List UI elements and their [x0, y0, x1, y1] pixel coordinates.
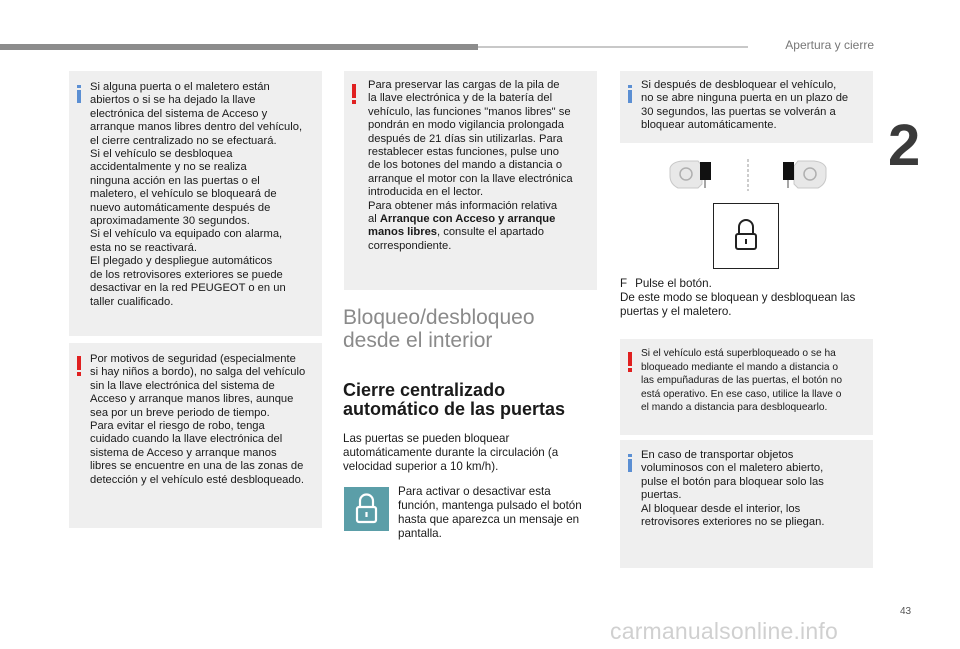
- warning-text: Por motivos de seguridad (especialmente si hay niños a bordo), no salga del vehículo sin la llave electrónica del sistema de Acceso y arranque manos libres, aunque sea por un breve periodo de tiempo. Para evitar el riesgo de robo, tenga cuidado cuando la llave electrónica del sistema de Acceso y arranque manos libres se encuentre en una de las zonas de detección y el vehículo esté desbloqueado.: [90, 353, 306, 486]
- info-icon: [628, 85, 632, 103]
- warning-box-battery: [344, 71, 597, 290]
- info-text: Si alguna puerta o el maletero están abiertos o si se ha dejado la llave electrónica del sistema de Acceso y arranque manos libres dentro del vehículo, el cierre centralizado no se efectuará. Si el vehículo se desbloquea accidentalmente y no se realiza ninguna acción en las puertas o el maletero, el vehículo se bloqueará de nuevo automáticamente después de aproximadamente 30 segundos. Si el vehículo va equipado con alarma, esta no se reactivará. El plegado y despliegue automáticos de los retrovisores exteriores se puede desactivar en la red PEUGEOT o en un taller cualificado.: [90, 81, 303, 308]
- subsection-title: Cierre centralizado automático de las puertas: [343, 380, 566, 419]
- header-rule-dark: [0, 44, 478, 50]
- bullet-marker: F: [620, 277, 628, 290]
- bold-reference: manos libres: [368, 226, 438, 239]
- info-box-relock-30s: [620, 71, 873, 143]
- bold-reference: Arranque con Acceso y arranque: [379, 213, 556, 226]
- header-rule-light: [478, 46, 748, 48]
- lock-button-diagram: [713, 203, 779, 269]
- warning-icon: [352, 84, 356, 104]
- warning-box-children: [69, 343, 322, 528]
- central-lock-button[interactable]: [344, 487, 389, 531]
- info-box-auto-relock: [69, 71, 322, 336]
- page-number: 43: [900, 606, 912, 617]
- info-text: Si después de desbloquear el vehículo, no se abre ninguna puerta en un plazo de 30 segundos, las puertas se volverán a bloquear automáticamente.: [641, 79, 849, 132]
- watermark: carmanualsonline.info: [610, 618, 838, 644]
- hands-free-zone-illustration: [668, 158, 828, 192]
- warning-icon: [628, 352, 632, 372]
- info-icon: [628, 454, 632, 472]
- press-instruction: F Pulse el botón. De este modo se bloquean y desbloquean las puertas y el maletero.: [620, 277, 856, 318]
- info-icon: [77, 85, 81, 103]
- section-title: Bloqueo/desbloqueo desde el interior: [343, 306, 535, 352]
- button-instruction: Para activar o desactivar esta función, mantenga pulsado el botón hasta que aparezca un mensaje en pantalla.: [398, 485, 582, 540]
- padlock-icon: [714, 204, 777, 267]
- warning-box-superlock: [620, 339, 873, 435]
- info-text: En caso de transportar objetos voluminosos con el maletero abierto, pulse el botón para bloquear solo las puertas. Al bloquear desde el interior, los retrovisores exteriores no se pliegan.: [641, 449, 825, 529]
- info-box-bulky-objects: [620, 440, 873, 568]
- warning-text: Para preservar las cargas de la pila de la llave electrónica y de la batería del vehículo, las funciones "manos libres" se pondrán en modo vigilancia prolongada después de 21 días sin utilizarlas. Para restablecer estas funciones, pulse uno de los botones del mando a distancia o arranque el motor con la llave electrónica introducida en el lector. Para obtener más información relativa al Arranque con Acceso y arranque manos libres, consulte el apartado correspondiente.: [368, 79, 573, 252]
- warning-icon: [77, 356, 81, 376]
- warning-text: Si el vehículo está superbloqueado o se ha bloqueado mediante el mando a distancia o las empuñaduras de las puertas, el botón no está operativo. En ese caso, utilice la llave o el mando a distancia para desbloquearlo.: [641, 348, 843, 414]
- body-paragraph: Las puertas se pueden bloquear automáticamente durante la circulación (a velocidad superior a 10 km/h).: [343, 432, 559, 473]
- section-header-title: Apertura y cierre: [785, 38, 874, 52]
- padlock-icon: [344, 487, 389, 531]
- chapter-number: 2: [888, 113, 921, 178]
